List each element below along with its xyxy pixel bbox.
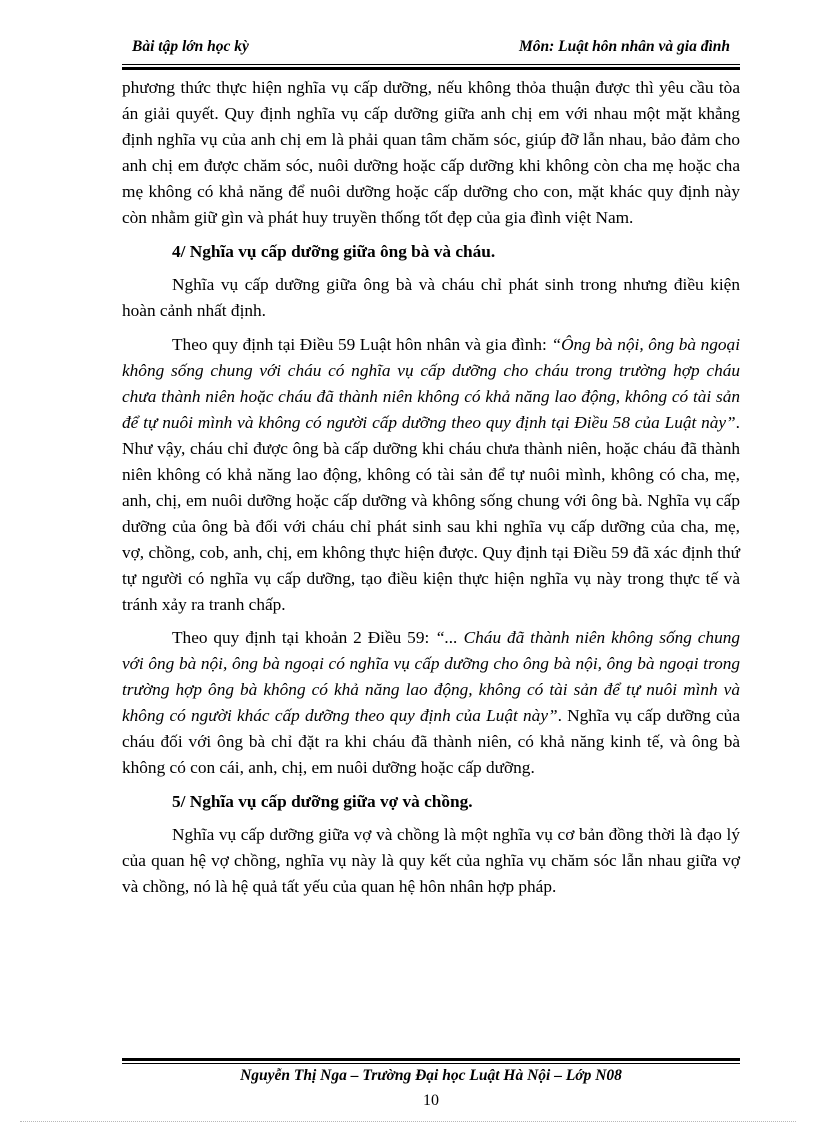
section-heading-5: 5/ Nghĩa vụ cấp dưỡng giữa vợ và chồng. <box>172 791 473 811</box>
page-footer: Nguyễn Thị Nga – Trường Đại học Luật Hà Nội – Lớp N08 <box>240 1067 622 1084</box>
header-rule-thick <box>122 67 740 70</box>
footer-rule-thick <box>122 1058 740 1061</box>
paragraph-article-59 <box>122 332 740 618</box>
document-body <box>122 75 740 908</box>
article-59-quote: “Ông bà nội, ông bà ngoại không sống chung với cháu có nghĩa vụ cấp dưỡng cho cháu trong trường hợp cháu chưa thành niên hoặc cháu đã thành niên không có khả năng lao động, không có tài sản để tự nuôi mình và không có người cấp dưỡng theo quy định tại Điều 58 của Luật này” <box>122 334 740 432</box>
paragraph-grandparents-intro: Nghĩa vụ cấp dưỡng giữa ông bà và cháu chỉ phát sinh trong nhưng điều kiện hoàn cảnh nhất định. <box>122 275 740 320</box>
header-rule-thin <box>122 64 740 65</box>
page-number: 10 <box>423 1092 439 1109</box>
paragraph-article-59-lead: Theo quy định tại Điều 59 Luật hôn nhân và gia đình: <box>172 334 552 354</box>
footer-rule-thin <box>122 1063 740 1064</box>
paragraph-clause-2-tail: . Nghĩa vụ cấp dưỡng của cháu đối với ông bà chỉ đặt ra khi cháu đã thành niên, có khả năng kinh tế, và ông bà không có con cái, anh, chị, em nuôi dưỡng hoặc cấp dưỡng. <box>122 706 740 777</box>
header-right-text: Môn: Luật hôn nhân và gia đình <box>518 38 730 55</box>
page-bottom-divider <box>20 1121 796 1122</box>
clause-2-quote: “... Cháu đã thành niên không sống chung với ông bà nội, ông bà ngoại có nghĩa vụ cấp dưỡng cho ông bà nội, ông bà ngoại trong trường hợp ông bà không có khả năng lao động, không có tài sản để tự nuôi mình và không có người khác cấp dưỡng theo quy định của Luật này” <box>122 628 740 725</box>
header-left-text: Bài tập lớn học kỳ <box>132 38 249 55</box>
paragraph-continuation: phương thức thực hiện nghĩa vụ cấp dưỡng, nếu không thỏa thuận được thì yêu cầu tòa án giải quyết. Quy định nghĩa vụ cấp dưỡng giữa anh chị em với nhau một mặt khẳng định nghĩa vụ của anh chị em là phải quan tâm chăm sóc, giúp đỡ lẫn nhau, bảo đảm cho anh chị em được chăm sóc, nuôi dưỡng hoặc cấp dưỡng khi không còn cha mẹ hoặc cha mẹ không có khả năng để nuôi dưỡng hoặc cấp dưỡng cho con, mặt khác quy định này còn nhằm giữ gìn và phát huy truyền thống tốt đẹp của gia đình việt Nam. <box>122 78 740 227</box>
paragraph-article-59-tail: . Như vậy, cháu chỉ được ông bà cấp dưỡng khi cháu chưa thành niên, hoặc cháu đã thành niên không có khả năng lao động, không có tài sản để tự nuôi mình, không có cha, mẹ, anh, chị, em nuôi dưỡng hoặc cấp dưỡng và không sống chung với ông bà. Nghĩa vụ cấp dưỡng của ông bà đối với cháu chỉ phát sinh sau khi nghĩa vụ cấp dưỡng của cha, mẹ, vợ, chồng, cob, anh, chị, em không thực hiện được. Quy định tại Điều 59 đã xác định thứ tự người có nghĩa vụ cấp dưỡng, tạo điều kiện thực hiện nghĩa vụ này trong thực tế và tránh xảy ra tranh chấp. <box>122 412 740 614</box>
paragraph-spouses: Nghĩa vụ cấp dưỡng giữa vợ và chồng là một nghĩa vụ cơ bản đồng thời là đạo lý của quan hệ vợ chồng, nghĩa vụ này là quy kết của nghĩa vụ chăm sóc lẫn nhau giữa vợ và chồng, nó là hệ quả tất yếu của quan hệ hôn nhân hợp pháp. <box>122 825 740 896</box>
paragraph-clause-2-lead: Theo quy định tại khoản 2 Điều 59: <box>172 628 436 647</box>
page-header <box>122 38 740 60</box>
paragraph-clause-2 <box>122 625 740 781</box>
section-heading-4: 4/ Nghĩa vụ cấp dưỡng giữa ông bà và cháu. <box>172 241 496 261</box>
